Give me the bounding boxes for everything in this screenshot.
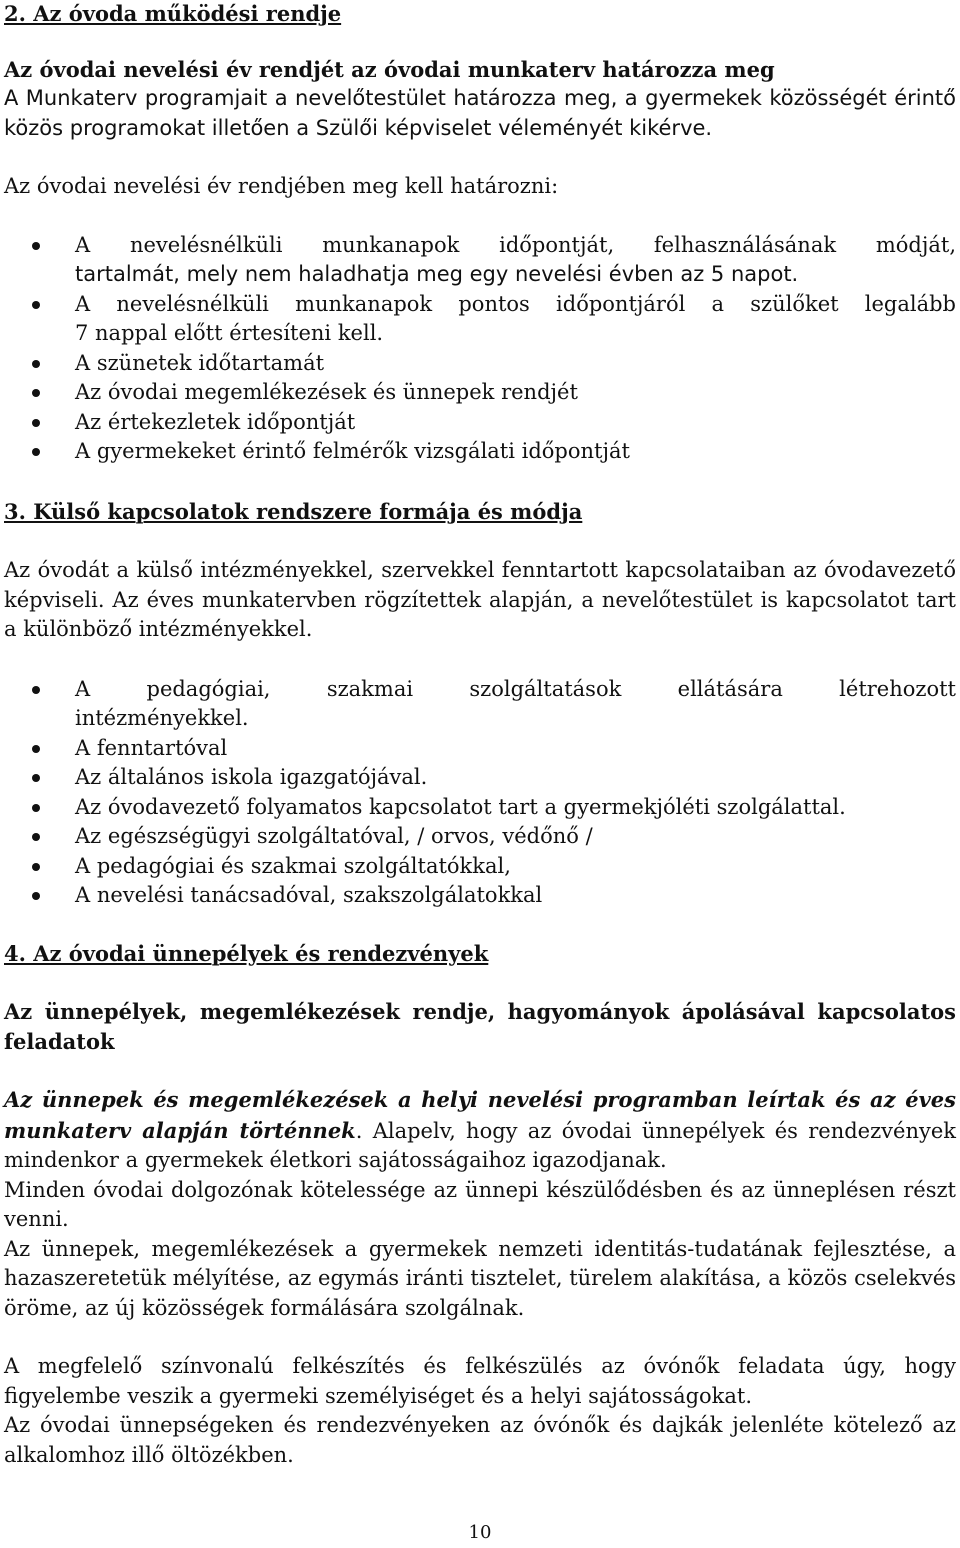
bullet-icon <box>32 419 40 427</box>
section-3-para-1: Az óvodát a külső intézményekkel, szervekkel fenntartott kapcsolataiban az óvodavezető képviseli. Az éves munkatervben rögzítettek alapján, a nevelőtestület is kapcsolatot tart a különböző intézményekkel. <box>4 558 956 641</box>
list-item: A szünetek időtartamát <box>4 349 956 379</box>
list-item: Az értekezletek időpontját <box>4 408 956 438</box>
bullet-icon <box>32 301 40 309</box>
bullet-icon <box>32 892 40 900</box>
section-3-list <box>4 675 956 911</box>
section-4-para-4: A megfelelő színvonalú felkészítés és felkészülés az óvónők feladata úgy, hogy figyelembe veszik a gyermeki személyiséget és a helyi sajátosságokat. <box>4 1354 956 1408</box>
list-item: A fenntartóval <box>4 734 956 764</box>
list-item: Az általános iskola igazgatójával. <box>4 763 956 793</box>
list-item: A nevelési tanácsadóval, szakszolgálatokkal <box>4 881 956 911</box>
list-item: A nevelésnélküli munkanapok pontos időpontjáról a szülőket legalább 7 nappal előtt értesíteni kell. <box>4 290 956 349</box>
section-4-para-3: Az ünnepek, megemlékezések a gyermekek nemzeti identitás-tudatának fejlesztése, a hazaszeretetük mélyítése, az egymás iránti tisztelet, türelem alakítása, a közös cselekvés öröme, az új közösségek formálására szolgálnak. <box>4 1236 956 1320</box>
bullet-icon <box>32 360 40 368</box>
document-page <box>4 0 956 1470</box>
page-number: 10 <box>468 1522 492 1543</box>
list-item: A nevelésnélküli munkanapok időpontját, felhasználásának módját, tartalmát, mely nem haladhatja meg egy nevelési évben az 5 napot. <box>4 231 956 290</box>
list-item: Az egészségügyi szolgáltatóval, / orvos, védőnő / <box>4 822 956 852</box>
bullet-icon <box>32 448 40 456</box>
list-item: Az óvodavezető folyamatos kapcsolatot tart a gyermekjóléti szolgálattal. <box>4 793 956 823</box>
section-4-subheading: Az ünnepélyek, megemlékezések rendje, hagyományok ápolásával kapcsolatos feladatok <box>4 999 956 1054</box>
bullet-icon <box>32 833 40 841</box>
bullet-icon <box>32 804 40 812</box>
bullet-icon <box>32 389 40 397</box>
list-item: A gyermekeket érintő felmérők vizsgálati időpontját <box>4 437 956 467</box>
bullet-icon <box>32 863 40 871</box>
list-item: Az óvodai megemlékezések és ünnepek rendjét <box>4 378 956 408</box>
list-item: A pedagógiai, szakmai szolgáltatások ellátására létrehozott intézményekkel. <box>4 675 956 734</box>
bullet-icon <box>32 686 40 694</box>
section-4-heading: 4. Az óvodai ünnepélyek és rendezvények <box>4 940 489 966</box>
section-2-para-2: Az óvodai nevelési év rendjében meg kell határozni: <box>4 174 559 198</box>
bullet-icon <box>32 745 40 753</box>
list-item: A pedagógiai és szakmai szolgáltatókkal, <box>4 852 956 882</box>
bullet-icon <box>32 242 40 250</box>
section-2-subheading: Az óvodai nevelési év rendjét az óvodai munkaterv határozza meg <box>4 56 775 82</box>
section-3-heading: 3. Külső kapcsolatok rendszere formája és módja <box>4 498 583 524</box>
section-2-heading: 2. Az óvoda működési rendje <box>4 1 342 26</box>
section-2-para-1: A Munkaterv programjait a nevelőtestület határozza meg, a gyermekek közösségét érintő közös programokat illetően a Szülői képviselet véleményét kikérve. <box>4 86 956 140</box>
section-4-para-5: Az óvodai ünnepségeken és rendezvényeken az óvónők és dajkák jelenléte kötelező az alkalomhoz illő öltözékben. <box>4 1413 956 1467</box>
section-2-list <box>4 231 956 467</box>
section-4-para-2: Minden óvodai dolgozónak kötelessége az ünnepi készülődésben és az ünneplésen részt venni. <box>4 1177 956 1231</box>
section-4-para-1: Az ünnepek és megemlékezések a helyi nevelési programban leírtak és az éves munkaterv alapján történnek. Alapelv, hogy az óvodai ünnepélyek és rendezvények mindenkor a gyermekek életkori sajátosságaihoz igazodjanak. <box>4 1087 956 1172</box>
bullet-icon <box>32 774 40 782</box>
emphasis-text: Az ünnepek és megemlékezések a helyi nevelési programban leírtak és az éves munkaterv alapján történnek <box>4 1087 956 1143</box>
